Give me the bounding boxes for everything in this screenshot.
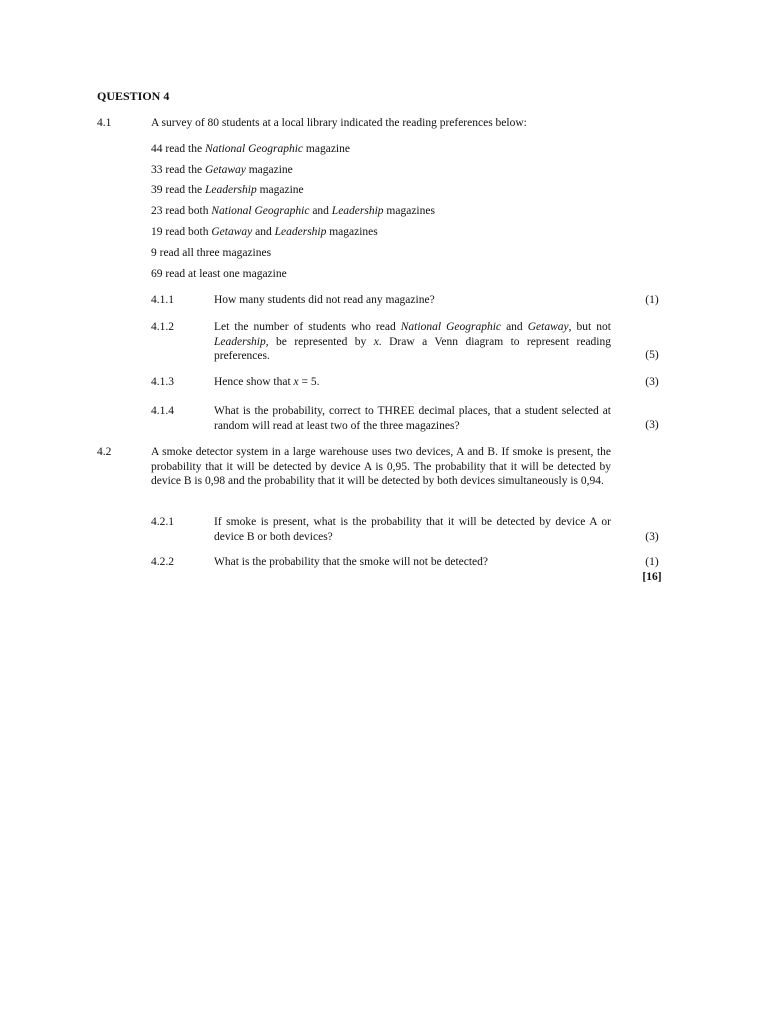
marks-4-2-2: (1) bbox=[645, 556, 659, 568]
marks-4-1-3: (3) bbox=[645, 376, 659, 388]
subquestion-4-2-1-text: If smoke is present, what is the probability that it will be detected by device A or device B or both devices? bbox=[214, 516, 611, 543]
total-marks: [16] bbox=[642, 571, 662, 583]
marks-4-2-1: (3) bbox=[645, 531, 659, 543]
list-item: 9 read all three magazines bbox=[151, 247, 272, 259]
question-number-4-2: 4.2 bbox=[97, 446, 112, 458]
question-number-4-1: 4.1 bbox=[97, 117, 112, 129]
list-item: 19 read both Getaway and Leadership magazines bbox=[151, 226, 378, 238]
subquestion-4-2-2-text: What is the probability that the smoke will not be detected? bbox=[214, 556, 489, 568]
marks-4-1-1: (1) bbox=[645, 294, 659, 306]
question-4-1-intro: A survey of 80 students at a local library indicated the reading preferences below: bbox=[151, 117, 527, 129]
subquestion-4-1-3-text: Hence show that x = 5. bbox=[214, 376, 320, 388]
subquestion-4-1-2-text: Let the number of students who read National Geographic and Getaway, but not Leadership, be represented by x. Draw a Venn diagram to represent reading preferences. bbox=[214, 321, 611, 362]
subquestion-number-4-1-2: 4.1.2 bbox=[151, 321, 174, 333]
subquestion-number-4-2-2: 4.2.2 bbox=[151, 556, 174, 568]
question-title: QUESTION 4 bbox=[97, 89, 170, 103]
list-item: 33 read the Getaway magazine bbox=[151, 164, 293, 176]
list-item: 39 read the Leadership magazine bbox=[151, 184, 304, 196]
list-item: 69 read at least one magazine bbox=[151, 268, 287, 280]
list-item: 44 read the National Geographic magazine bbox=[151, 143, 350, 155]
subquestion-number-4-1-1: 4.1.1 bbox=[151, 294, 174, 306]
list-item: 23 read both National Geographic and Leadership magazines bbox=[151, 205, 435, 217]
subquestion-4-1-4-text: What is the probability, correct to THREE decimal places, that a student selected at random will read at least two of the three magazines? bbox=[214, 405, 611, 432]
marks-4-1-4: (3) bbox=[645, 419, 659, 431]
subquestion-4-1-1-text: How many students did not read any magazine? bbox=[214, 294, 435, 306]
subquestion-number-4-1-4: 4.1.4 bbox=[151, 405, 174, 417]
question-4-2-intro: A smoke detector system in a large warehouse uses two devices, A and B. If smoke is present, the probability that it will be detected by device A is 0,95. The probability that it will be detected by device B is 0,98 and the probability that it will be detected by both devices simultaneously is 0,94. bbox=[151, 446, 611, 487]
subquestion-number-4-1-3: 4.1.3 bbox=[151, 376, 174, 388]
marks-4-1-2: (5) bbox=[645, 349, 659, 361]
subquestion-number-4-2-1: 4.2.1 bbox=[151, 516, 174, 528]
